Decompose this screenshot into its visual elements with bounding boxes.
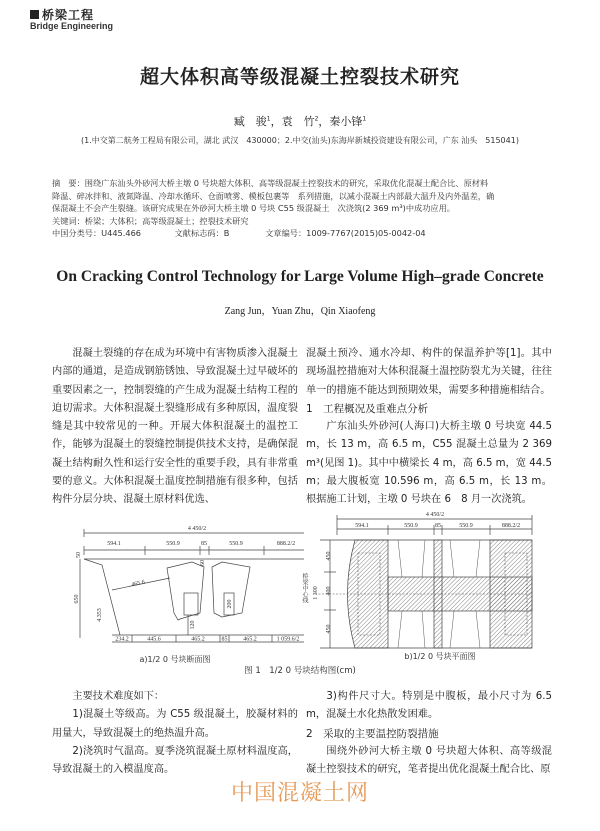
section-1-heading: 1 工程概况及重难点分析 <box>306 402 429 415</box>
dim-a-left: 50 <box>76 552 82 558</box>
dim-b-left: 450 <box>326 551 332 561</box>
dim-a-top: 550.9 <box>229 541 243 547</box>
keywords-label: 关键词： <box>52 215 85 226</box>
difficulty-item-3: 3)构件尺寸大。特别是中腹板，最小尺寸为 6.5 m，混凝土水化热散发困难。 <box>306 691 552 721</box>
dim-a-left: 650 <box>74 594 80 604</box>
bridge-centerline-label: 桥梁中心线 <box>301 573 307 603</box>
dim-a-bottom: 445.6 <box>147 636 161 643</box>
keywords: 桥梁；大体积；高等级混凝土；控裂技术研究 <box>84 215 249 226</box>
article-no-label: 文章编号： <box>265 228 307 238</box>
dim-a-top: 85 <box>201 541 207 547</box>
keywords-line <box>52 215 552 228</box>
intro-paragraph: 混凝土裂缝的存在成为环境中有害物质渗入混凝土内部的通道，是造成钢筋锈蚀、导致混凝土过早破坏的重要因素之一，控制裂缝的产生成为混凝土结构工程的迫切需求。大体积混凝土裂缝形成有多种原因，温度裂缝是其中较常见的一种。开展大体积混凝土的温控工作，能够为混凝土的裂缝控制提供技术支持，是确保混凝土结构耐久性和运行安全性的重要手段，具有非常重要的意义。大体积混凝土温度控制措施有很多种，包括构件分层分块、混凝土原材料优选、 <box>52 348 298 506</box>
measures-paragraph: 围绕外砂河大桥主墩 0 号块超大体积、高等级混凝土控裂技术的研究，笔者提出优化混凝土配合比、原 <box>306 745 552 776</box>
author-name: 袁 竹 <box>281 115 315 128</box>
dim-b-top: 594.1 <box>355 523 369 529</box>
figure-1b-plan-drawing <box>300 505 540 651</box>
author-sup: 1 <box>266 115 271 123</box>
dim-b-top: 888.2/2 <box>501 523 521 529</box>
intro-paragraph-cont: 混凝土预冷、通水冷却、构件的保温养护等[1]。其中现场温控措施对大体积混凝土温控防裂尤为关键，往往单一的措施不能达到预期效果，需要多种措施相结合。 <box>306 348 552 396</box>
abstract-text: 围绕广东汕头外砂河大桥主墩 0 号块超大体积、高等级混凝土控裂技术的研究，采取优化混凝土配合比、原材料 <box>84 178 489 188</box>
body-bottom-right-column <box>306 688 552 779</box>
dim-a-inner: 465.6 <box>130 579 146 589</box>
body-bottom-left-column <box>52 688 298 779</box>
abstract-line: 降温、碎冰拌和、液氮降温、冷却水循环、仓面喷雾、模板包裹等 系列措施，以减小混凝土内部最大温升及内外温差，确 <box>52 190 495 201</box>
dim-b-top: 550.9 <box>459 523 473 529</box>
clc-value: U445.466 <box>101 228 141 238</box>
author-name: 臧 骏 <box>233 115 267 128</box>
dim-a-bottom: 234.2 <box>115 636 129 643</box>
dim-a-bottom: 1 059.6/2 <box>276 636 300 643</box>
doc-code-label: 文献标志码： <box>174 228 224 238</box>
figure-1a-caption: a)1/2 0 号块断面图 <box>139 655 211 664</box>
dim-b-left: 450 <box>326 624 332 634</box>
figure-1-caption: 图 1 1/2 0 号块结构图(cm) <box>244 666 356 676</box>
authors-cn: 臧 骏$^1$，袁 竹$^2$，秦小锋$^1$ <box>233 115 367 128</box>
difficulty-item-2: 2)浇筑时气温高。夏季浇筑混凝土原材料温度高，导致混凝土的入模温度高。 <box>52 745 298 776</box>
author-sup: 2 <box>314 115 319 123</box>
project-overview-paragraph: 广东汕头外砂河(人海口)大桥主墩 0 号块宽 44.5 m，长 13 m，高 6.5 m，C55 混凝土总量为 2 369 m³(见图 1)。其中中横梁长 4 m，高 6.5 m，宽 44.5 m；最大腹板宽 10.596 m，高 6.5 m，长 13 m。根据施工计划，主墩 0 号块在 6 8 月一次浇筑。 <box>306 421 552 506</box>
author-sup: 1 <box>362 115 367 123</box>
body-right-column <box>306 345 552 510</box>
dim-a-inner: 200 <box>227 599 233 609</box>
meta-line <box>52 227 552 240</box>
site-watermark: 中国混凝土网 <box>230 781 369 806</box>
dim-a-bottom: 465.2 <box>191 636 205 643</box>
dim-b-top: 85 <box>435 523 441 529</box>
dim-a-inner: 60 <box>200 560 206 566</box>
dim-b-left: 1 300 <box>313 586 319 600</box>
dim-a-top: 550.9 <box>166 541 180 547</box>
figure-1b-caption: b)1/2 0 号块平面图 <box>404 652 476 661</box>
abstract-line: 保混凝土不会产生裂缝。该研究成果在外砂河大桥主墩 0 号块 C55 级混凝土 次浇筑(2 369 m³)中成功应用。 <box>52 203 455 213</box>
abstract-label: 摘 要： <box>52 178 85 188</box>
dim-a-top: 888.2/2 <box>276 541 296 547</box>
body-left-column <box>52 345 298 510</box>
section-name-cn: 桥梁工程 <box>42 8 95 22</box>
section-marker-square <box>30 10 39 19</box>
dim-a-bottom: 465.2 <box>243 636 257 643</box>
affiliations: (1.中交第二航务工程局有限公司，湖北 武汉 430000；2.中交(汕头)东海岸新城投资建设有限公司，广东 汕头 515041) <box>81 136 519 145</box>
section-2-heading: 2 采取的主要温控防裂措施 <box>306 727 439 740</box>
authors-en: Zang Jun，Yuan Zhu，Qin Xiaofeng <box>224 306 376 317</box>
dim-a-top-total: 4 450/2 <box>187 526 207 532</box>
difficulty-item-1: 1)混凝土等级高。为 C55 级混凝土，胶凝材料的用量大，导致混凝土的绝热温升高。 <box>52 709 298 739</box>
doc-code-value: B <box>223 228 230 238</box>
dim-a-inner: 120 <box>190 620 196 630</box>
dim-a-top: 594.1 <box>107 541 121 547</box>
dim-b-top-total: 4 450/2 <box>425 512 445 518</box>
dim-b-top: 550.9 <box>404 523 418 529</box>
paper-title-en: On Cracking Control Technology for Large Volume High–grade Concrete <box>56 268 544 285</box>
section-name-en: Bridge Engineering <box>30 21 114 31</box>
dim-a-bottom: 85 <box>221 636 228 643</box>
dim-a-left: 4.353 <box>97 608 103 622</box>
paper-title-cn: 超大体积高等级混凝土控裂技术研究 <box>139 66 460 88</box>
clc-label: 中国分类号： <box>52 228 102 238</box>
article-no-value: 1009-7767(2015)05-0042-04 <box>306 228 426 238</box>
abstract-line <box>52 177 552 190</box>
author-name: 秦小锋 <box>329 115 363 128</box>
difficulties-intro: 主要技术难度如下： <box>72 691 165 702</box>
abstract-block <box>52 177 552 240</box>
figure-1a-section-drawing <box>72 505 304 650</box>
dim-b-left: 400 <box>326 586 332 596</box>
